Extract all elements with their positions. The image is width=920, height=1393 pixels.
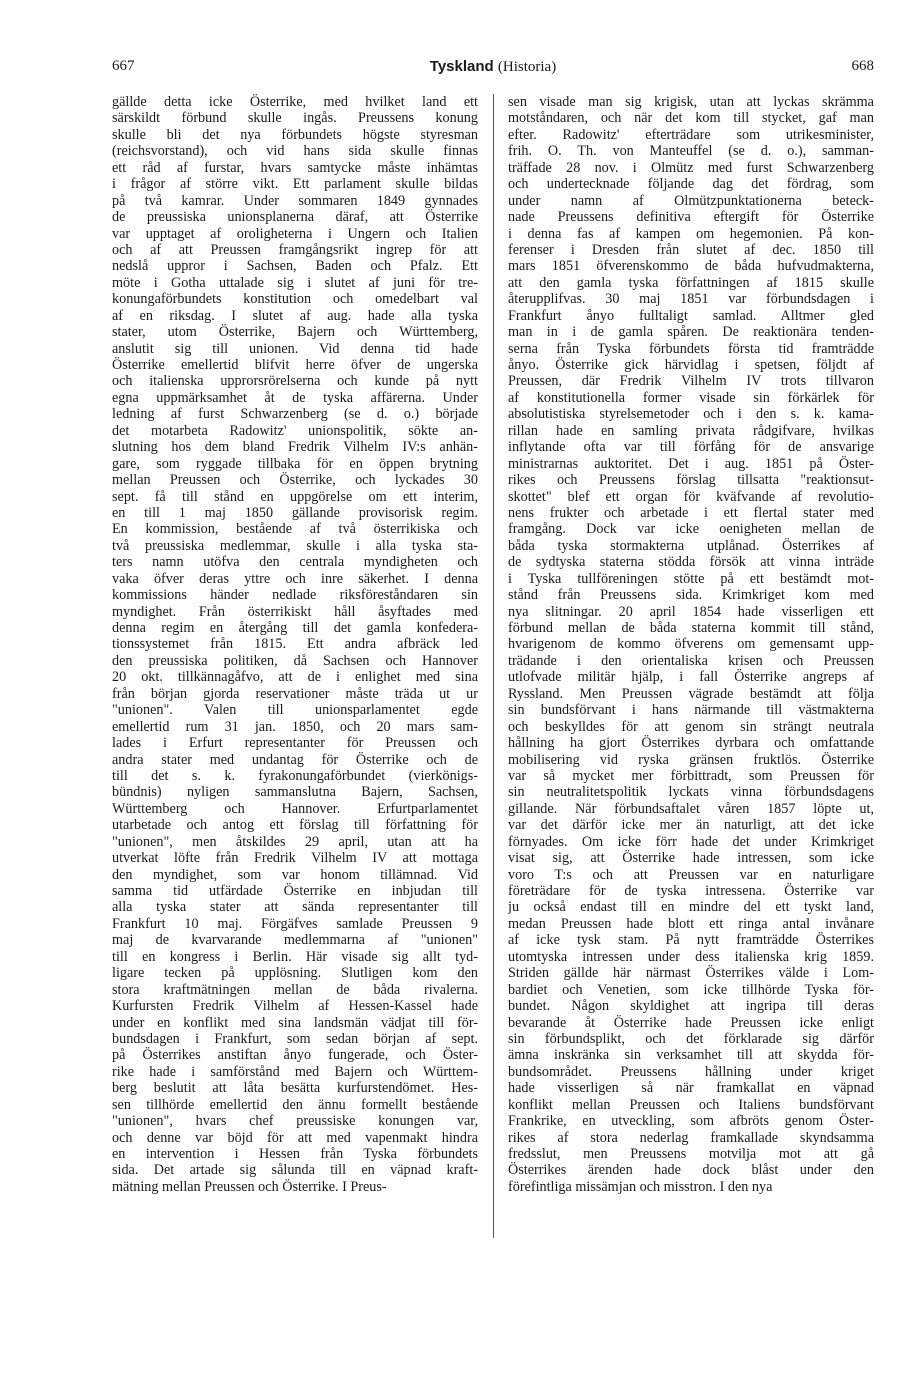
left-column-line: två preussiska medlemmar, skulle i alla tyska sta- [112, 537, 478, 554]
left-column-line: den preussiska politiken, då Sachsen och Hannover [112, 652, 478, 669]
left-column-line: stora kraftmätningen mellan de båda rivalerna. [112, 981, 478, 998]
left-column-line: en intervention i Hessen från Tyska förbundets [112, 1146, 478, 1162]
right-column-line: under namn af Olmützpunktationerna beteck- [508, 192, 874, 209]
right-column-line: frih. O. Th. von Manteuffel (se d. o.), samman- [508, 143, 874, 160]
right-column-line: i Tyska tullföreningen stötte på ett bestämdt mot- [508, 570, 874, 587]
right-column-line: sin förbundsplikt, och det förklarade sig därför [508, 1030, 874, 1047]
left-column-line: bündnis) nyligen sammanslutna Bajern, Sachsen, [112, 784, 478, 801]
left-column-line: sen tillhörde emellertid den ännu formellt bestående [112, 1096, 478, 1113]
left-column-line: var upptaget af oroligheterna i Ungern och Italien [112, 225, 478, 242]
right-column-line: man in i de gamla spåren. De reaktionära tenden- [508, 324, 874, 341]
left-column-line: på Österrikes anstiftan ånyo fungerade, och Öster- [112, 1047, 478, 1064]
right-column-line: var det därför icke mer än naturligt, att det icke [508, 817, 874, 834]
left-column-line: denna regim en återgång till det gamla konfedera- [112, 620, 478, 636]
right-column-line: ånyo. Österrike gick härvidlag i spetsen, följdt af [508, 357, 874, 373]
right-column-line: båda tyska stormakterna utplånad. Österrikes af [508, 537, 874, 554]
left-column-line: en till 1 maj 1850 gällande provisorisk regim. [112, 504, 478, 521]
left-column [112, 94, 478, 1195]
right-column-line: fredsslut, men Preussens motvilja mot att gå [508, 1146, 874, 1162]
right-column-line: och undertecknade följande dag det fördrag, som [508, 176, 874, 193]
right-column-line: sen visade man sig krigisk, utan att lyckas skrämma [508, 94, 874, 110]
right-column-line: rikes och Preussens förslag tillsatta "reaktionsut- [508, 472, 874, 489]
right-column-line: gillande. När förbundsaftalet våren 1857 löpte ut, [508, 800, 874, 817]
right-column-line: rillan hade en samling privata rådgifvare, hvilkas [508, 422, 874, 439]
left-column-line: andra stater med undantag för Österrike och de [112, 751, 478, 768]
right-column-line: ferenser i Dresden från slutet af dec. 1850 till [508, 241, 874, 258]
right-column-line: visat sig, att Österrike hade intressen, som icke [508, 850, 874, 867]
left-column-line: möte i Gotha uttalade sig i slutet af juni för tre- [112, 274, 478, 291]
left-column-line: de preussiska unionsplanerna däraf, att Österrike [112, 209, 478, 226]
left-column-line: sept. få till stånd en uppgörelse om ett interim, [112, 488, 478, 505]
right-column-line: hade visserligen så när framkallat en väpnad [508, 1080, 874, 1097]
running-title-main: Tyskland [429, 58, 494, 75]
left-column-line: till en kongress i Berlin. Här visade sig allt tyd- [112, 948, 478, 965]
left-column-line: den myndighet, som var honom tillämnad. Vid [112, 866, 478, 883]
left-column-line: konungaförbundets konstitution och omedelbart val [112, 291, 478, 308]
left-column-line: mätning mellan Preussen och Österrike. I Preus- [112, 1178, 387, 1195]
left-column-line: nedslå uppror i Sachsen, Baden och Pfalz. Ett [112, 258, 478, 275]
right-column-line: ministrarnas auktoritet. Det i aug. 1851 på Öster- [508, 455, 874, 472]
right-column-line: i denna fas af kampen om hegemonien. På kon- [508, 225, 874, 242]
left-column-line: till det s. k. fyrakonungaförbundet (vierkönigs- [112, 767, 478, 784]
left-column-line: och denne var böjd för att med vapenmakt hindra [112, 1129, 478, 1146]
right-column-line: af konstitutionella former visade sin förkärlek för [508, 389, 874, 406]
left-column-line: bundsdagen i Frankfurt, som sedan början af sept. [112, 1030, 478, 1047]
right-column-line: medan Preussen hade blott ett ringa antal invånare [508, 915, 874, 932]
left-column-line: "unionen", hvars chef preussiske konungen var, [112, 1113, 478, 1130]
right-column-line: förbund mellan de båda staterna kommit till stånd, [508, 620, 874, 636]
right-column-line: Preussen, där Fredrik Vilhelm IV trots tillvaron [508, 373, 874, 390]
right-column-line: stånd från Preussens sida. Krimkriget kom med [508, 587, 874, 604]
left-column-line: berg beslutit att låta besätta kurfurstendömet. Hes- [112, 1080, 478, 1097]
right-column-line: voro T:s och att Preussen var en naturligare [508, 866, 874, 883]
left-column-line: ledning af furst Schwarzenberg (se d. o.) började [112, 406, 478, 423]
left-column-line: skulle bli det nya förbundets högste styresman [112, 126, 478, 143]
left-column-line: "unionen". Valen till unionsparlamentet egde [112, 702, 478, 719]
left-column-line: emellertid rum 31 jan. 1850, och 20 mars sam- [112, 718, 478, 735]
left-column-line: vaka öfver deras yttre och inre säkerhet. I denna [112, 570, 478, 587]
left-column-line: 20 okt. tillkännagåfvo, att de i enlighet med sina [112, 669, 478, 686]
right-column-line: konflikt mellan Preussen och Italiens bundsförvant [508, 1096, 874, 1113]
left-column-line: af en riksdag. I slutet af aug. hade alla tyska [112, 307, 478, 324]
right-column-line: trädande i den orientaliska krisen och Preussen [508, 652, 874, 669]
left-column-line: gare, som ryggade tillbaka för en öppen brytning [112, 455, 478, 472]
right-column-line: bundet. Någon skyldighet att ingripa till deras [508, 998, 874, 1015]
right-column-line: var så mycket mer förbittradt, som Preussen för [508, 767, 874, 784]
left-column-line: utverkat löfte från Fredrik Vilhelm IV att mottaga [112, 850, 478, 867]
left-column-line: ters namn utöfva den centrala myndigheten och [112, 554, 478, 571]
left-column-line: gällde detta icke Österrike, med hvilket land ett [112, 94, 478, 110]
left-column-line: stater, utom Österrike, Bajern och Württemberg, [112, 324, 478, 341]
left-column-line: ligare tecken på upplösning. Slutligen kom den [112, 965, 478, 982]
left-column-line: mellan Preussen och Österrike, och lyckades 30 [112, 472, 478, 489]
right-column-line: att den gamla tyska författningen af 1815 skulle [508, 274, 874, 291]
left-column-line: lades i Erfurt representanter för Preussen och [112, 735, 478, 752]
right-column-line: mobilisering vid ryska gränsen fruktlös. Österrike [508, 751, 874, 768]
left-column-line: Kurfursten Fredrik Vilhelm af Hessen-Kassel hade [112, 998, 478, 1015]
right-column-line: företrädare för de tyska intressena. Österrike var [508, 883, 874, 899]
left-column-line: i frågor af större vikt. Ett parlament skulle bildas [112, 176, 478, 193]
right-column-line: Frankfurt ånyo fulltaligt samlad. Alltmer gled [508, 307, 874, 324]
right-column-line: återupplifvas. 30 maj 1851 var förbundsdagen i [508, 291, 874, 308]
left-column-line: slutning hos dem bland Fredrik Vilhelm IV:s anhän- [112, 439, 478, 456]
right-column-line: träffade 28 nov. i Olmütz med furst Schwarzenberg [508, 159, 874, 176]
right-column-line: Österrikes ärenden hade dock blåst under den [508, 1162, 874, 1179]
left-column-line: kommissions händer nedlade riksföreståndaren sin [112, 587, 478, 604]
right-column-line: Striden gällde här närmast Österrikes välde i Lom- [508, 965, 874, 982]
left-column-line: myndighet. Från österrikiskt håll åsyftades med [112, 603, 478, 620]
right-column-line: bardiet och Venetien, som icke tillhörde Tyska för- [508, 981, 874, 998]
page-number-left: 667 [112, 58, 135, 74]
right-column-line: utlofvade militär hjälp, i fall Österrike angreps af [508, 669, 874, 686]
left-column-line: En kommission, bestående af två österrikiska och [112, 521, 478, 538]
right-column-line: och beskylldes för att genom sin strängt neutrala [508, 718, 874, 735]
right-column-line: af icke tysk stam. På nytt framträdde Österrikes [508, 932, 874, 949]
right-column-line: hvarigenom de kommo öfverens om gemensamt upp- [508, 636, 874, 653]
right-column-line: ämna inskränka sin verksamhet till att skydda för- [508, 1047, 874, 1064]
left-column-line: sida. Det artade sig sålunda till en väpnad kraft- [112, 1162, 478, 1179]
left-column-line: (reichsvorstand), och vid hans sida skulle finnas [112, 143, 478, 160]
right-column-line: sin neutralitetspolitik lyckats vinna förbundsdagens [508, 784, 874, 801]
left-column-line: från början gjorda reservationer måste träda ut ur [112, 685, 478, 702]
right-column-line: bevarande åt Österrike hade Preussen icke enligt [508, 1014, 874, 1031]
right-column-line: skottet" blef ett organ för kväfvande af revolutio- [508, 488, 874, 505]
left-column-line: det motarbeta Radowitz' unionspolitik, sökte an- [112, 422, 478, 439]
left-column-line: "unionen", men åtskildes 29 april, utan att ha [112, 833, 478, 850]
right-column-line: efter. Radowitz' efterträdare som utrikesminister, [508, 126, 874, 143]
left-column-line: utarbetade och antog ett förslag till författning för [112, 817, 478, 834]
left-column-line: Frankfurt 10 maj. Förgäfves samlade Preussen 9 [112, 915, 478, 932]
right-column-line: inflytande ofta var till förfång för de ansvarige [508, 439, 874, 456]
right-column-line: bundsområdet. Preussens hållning under kriget [508, 1063, 874, 1080]
running-title [112, 58, 874, 76]
left-column-line: på två kamrar. Under sommaren 1849 gynnades [112, 192, 478, 209]
left-column-line: Württemberg och Hannover. Erfurtparlamentet [112, 800, 478, 817]
page-header [112, 58, 874, 82]
right-column-line: förnyades. Om icke förr hade det under Krimkriget [508, 833, 874, 850]
right-column-line: nade Preussens definitiva eftergift för Österrike [508, 209, 874, 226]
right-column-line: Ryssland. Men Preussen vägrade bestämdt att följa [508, 685, 874, 702]
left-column-line: samma tid utfärdade Österrike en inbjudan till [112, 883, 478, 899]
left-column-line: maj de kvarvarande medlemmarna af "unionen" [112, 932, 478, 949]
left-column-line: ett råd af furstar, hvars samtycke måste inhämtas [112, 159, 478, 176]
right-column-line: hållning ha gjort Österrikes dyrbara och omfattande [508, 735, 874, 752]
left-column-line: och italienska upprorsrörelserna och kunde på nytt [112, 373, 478, 390]
left-column-line: särskildt förbund skulle ingås. Preussens konung [112, 110, 478, 127]
right-column-line: ju också endast till en mindre del ett tyskt land, [508, 899, 874, 916]
right-column-line: nens frukter och arbetade i ett flertal stater med [508, 504, 874, 521]
left-column-line: under en konflikt med sina landsmän vädjat till för- [112, 1014, 478, 1031]
left-column-line: tionssystemet från 1815. Ett andra afbräck led [112, 636, 478, 653]
right-column-line: utomtyska intressen under dess italienska krig 1859. [508, 948, 874, 965]
right-column [508, 94, 874, 1195]
left-column-line: egna uppmärksamhet åt de tyska affärerna. Under [112, 389, 478, 406]
page-number-right: 668 [851, 58, 874, 74]
right-column-line: framgång. Dock var icke oenigheten mellan de [508, 521, 874, 538]
right-column-line: serna från Tyska förbundets första tid framträdde [508, 340, 874, 357]
right-column-line: nya slitningar. 20 april 1854 hade visserligen ett [508, 603, 874, 620]
running-title-sub: (Historia) [497, 59, 557, 75]
right-column-line: absolutistiska styrelsemetoder och i den s. k. kama- [508, 406, 874, 423]
left-column-line: alla tyska stater att sända representanter till [112, 899, 478, 916]
right-column-line: rikes af stora nederlag framkallade skyndsamma [508, 1129, 874, 1146]
left-column-line: anslutit sig till unionen. Vid denna tid hade [112, 340, 478, 357]
column-divider [493, 94, 494, 1238]
right-column-line: de sydtyska staterna stödda försök att vinna inträde [508, 554, 874, 571]
left-column-line: och af att Preussen framgångsrikt ingrep för att [112, 241, 478, 258]
right-column-line: sin bundsförvant i hans närmande till västmakterna [508, 702, 874, 719]
left-column-line: rike hade i samförstånd med Bajern och Württem- [112, 1063, 478, 1080]
left-column-line: Österrike emellertid blifvit herre öfver de ungerska [112, 357, 478, 373]
right-column-line: förefintliga missämjan och misstron. I den nya [508, 1178, 773, 1195]
right-column-line: Frankrike, en utveckling, som afbröts genom Öster- [508, 1113, 874, 1130]
right-column-line: mars 1851 öfverenskommo de båda hufvudmakterna, [508, 258, 874, 275]
right-column-line: motståndaren, och när det kom till stycket, gaf man [508, 110, 874, 127]
